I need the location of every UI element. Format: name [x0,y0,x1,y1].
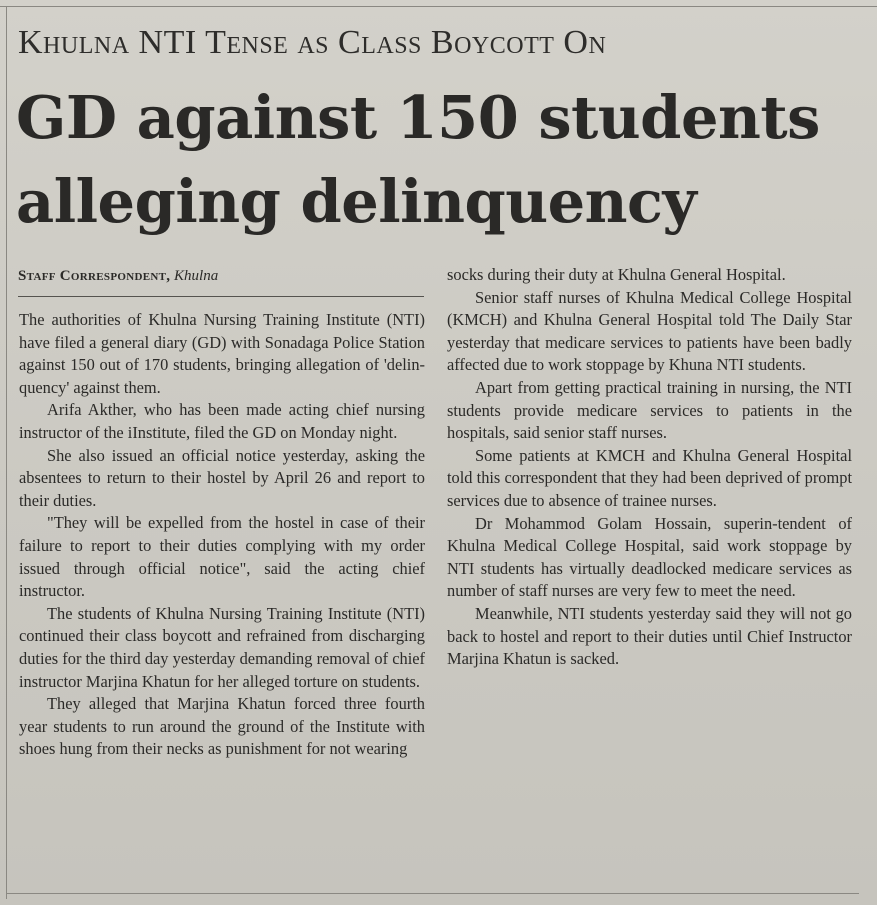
bottom-border-rule [6,893,859,894]
paragraph: Meanwhile, NTI students yesterday said they will not go back to hostel and report to their duties until Chief Instructor Marjina Khatun is sacked. [447,603,852,669]
main-headline [16,76,866,244]
paragraph: socks during their duty at Khulna General Hospital. [447,265,786,284]
byline-place: Khulna [174,268,219,284]
byline [18,268,418,285]
kicker-headline: Khulna NTI Tense as Class Boycott On [18,24,607,61]
paragraph: The authorities of Khulna Nursing Training Institute (NTI) have filed a general diary (GD) with Sonadaga Police Station against 150 out of 170 students, bringing allegation of 'delin-quency' against them. [19,310,425,397]
article-column-2 [447,264,852,671]
paragraph: Some patients at KMCH and Khulna General Hospital told this correspondent that they had been deprived of prompt services due to absence of trainee nurses. [447,445,852,510]
byline-name: Staff Correspondent, [18,268,171,284]
paragraph: Apart from getting practical training in nursing, the NTI students provide medicare services to patients in the hospitals, said senior staff nurses. [447,377,852,443]
paragraph: They alleged that Marjina Khatun forced three fourth year students to run around the ground of the Institute with shoes hung from their necks as punishment for not wearing [19,694,425,759]
paragraph: "They will be expelled from the hostel in case of their failure to report to their duties complying with my order issued through official notice", said the acting chief instructor. [19,513,425,601]
article-column-1 [19,309,425,761]
top-border-rule [0,6,877,7]
paragraph: She also issued an official notice yesterday, asking the absentees to return to their hostel by April 26 and report to their duties. [19,445,425,510]
paragraph: Senior staff nurses of Khulna Medical College Hospital (KMCH) and Khulna General Hospital told The Daily Star yesterday that medicare services to patients have been badly affected due to work stoppage by Khuna NTI students. [447,287,852,375]
paragraph: The students of Khulna Nursing Training Institute (NTI) continued their class boycott and refrained from discharging duties for the third day yesterday demanding removal of chief instructor Marjina Khatun for her alleged torture on students. [19,603,425,691]
paragraph: Arifa Akther, who has been made acting chief nursing instructor of the iInstitute, filed the GD on Monday night. [19,400,425,442]
headline-line-1: GD against 150 students [16,83,820,152]
byline-rule [18,296,424,297]
headline-line-2: alleging delinquency [16,167,697,236]
paragraph: Dr Mohammod Golam Hossain, superin-tendent of Khulna Medical College Hospital, said work stoppage by NTI students has virtually deadlocked medicare services as number of staff nurses are very few to meet the need. [447,513,852,601]
left-border-rule [6,6,7,899]
